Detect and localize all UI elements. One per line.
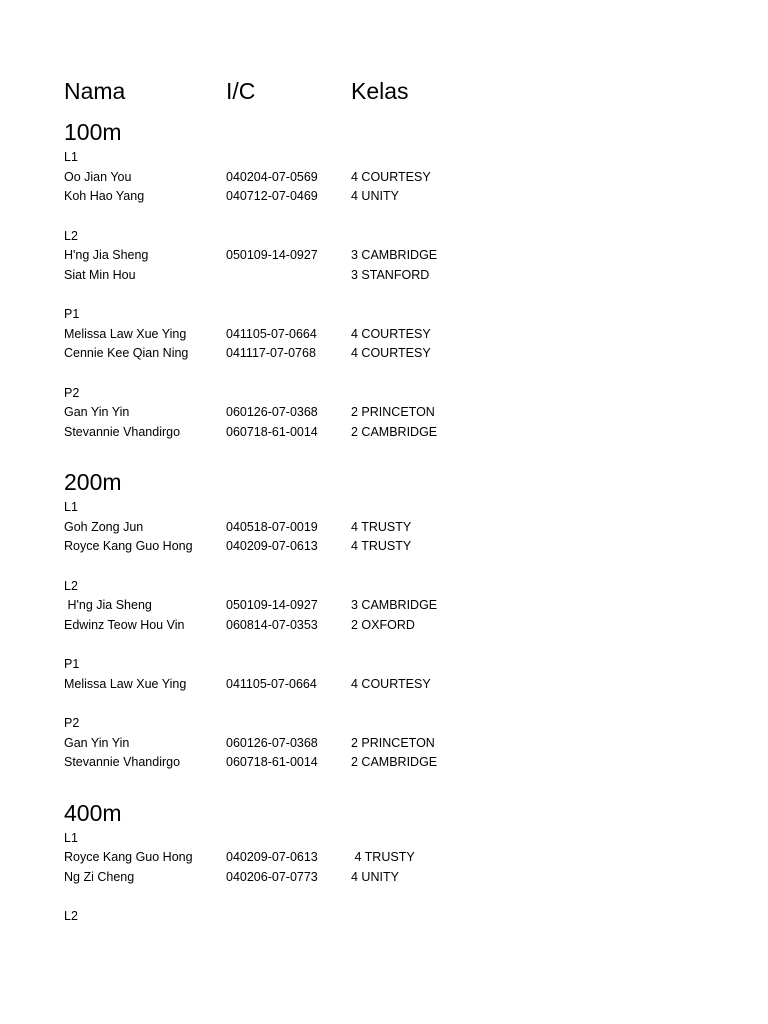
participant-ic: 060126-07-0368: [226, 735, 318, 750]
name-column-header: Nama: [64, 78, 126, 104]
participant-row: [64, 753, 704, 773]
participant-name: Goh Zong Jun: [64, 519, 144, 534]
document-page: [64, 78, 704, 947]
participant-class: 4 COURTESY: [351, 326, 431, 341]
participant-name: Ng Zi Cheng: [64, 869, 135, 884]
class-column-header: Kelas: [351, 78, 409, 104]
participant-ic: 040204-07-0569: [226, 169, 318, 184]
participant-class: 4 TRUSTY: [351, 519, 412, 534]
participant-class: 2 PRINCETON: [351, 735, 435, 750]
category-label: L2: [64, 909, 78, 923]
participant-ic: 041117-07-0768: [226, 346, 316, 360]
ic-column-header: I/C: [226, 78, 256, 104]
participant-row: [64, 537, 704, 557]
participant-class: 4 UNITY: [351, 869, 399, 884]
participant-name: Oo Jian You: [64, 169, 132, 184]
event-section: [64, 797, 704, 927]
category-group: [64, 655, 704, 694]
participant-row: [64, 246, 704, 266]
event-section: [64, 466, 704, 773]
participant-ic: 060126-07-0368: [226, 405, 318, 419]
category-group: [64, 907, 704, 927]
participant-name: Stevannie Vhandirgo: [64, 755, 181, 769]
participant-name: Royce Kang Guo Hong: [64, 850, 193, 864]
participant-name: Gan Yin Yin: [64, 735, 130, 750]
participant-name: Royce Kang Guo Hong: [64, 539, 193, 553]
participant-name: Melissa Law Xue Ying: [64, 676, 187, 691]
participant-ic: 060718-61-0014: [226, 755, 318, 769]
participant-ic: 040518-07-0019: [226, 519, 318, 534]
participant-class: 2 CAMBRIDGE: [351, 755, 438, 769]
participant-ic: 040712-07-0469: [226, 189, 318, 203]
category-group: [64, 714, 704, 773]
participant-row: [64, 848, 704, 868]
participant-ic: 050109-14-0927: [226, 598, 318, 612]
participant-ic: 060718-61-0014: [226, 424, 318, 439]
participant-ic: 050109-14-0927: [226, 248, 318, 262]
participant-class: 2 PRINCETON: [351, 405, 435, 419]
category-label: L1: [64, 830, 78, 845]
participant-row: [64, 403, 704, 423]
participant-class: 4 UNITY: [351, 189, 399, 203]
participant-name: Edwinz Teow Hou Vin: [64, 617, 185, 632]
participant-name: Siat Min Hou: [64, 267, 136, 282]
event-title: 100m: [64, 119, 122, 145]
participant-name: Melissa Law Xue Ying: [64, 326, 187, 341]
category-group: [64, 498, 704, 557]
category-label: P2: [64, 385, 80, 400]
participant-row: [64, 423, 704, 443]
category-label: L2: [64, 228, 78, 243]
participant-name: Cennie Kee Qian Ning: [64, 346, 189, 360]
category-group: [64, 227, 704, 286]
participant-row: [64, 734, 704, 754]
participant-class: 4 TRUSTY: [351, 850, 415, 864]
participant-row: [64, 868, 704, 888]
event-title: 200m: [64, 469, 122, 495]
category-label: P1: [64, 657, 80, 671]
participant-row: [64, 187, 704, 207]
participant-row: [64, 325, 704, 345]
event-section: [64, 116, 704, 442]
participant-ic: 041105-07-0664: [226, 326, 317, 341]
participant-name: Koh Hao Yang: [64, 189, 145, 203]
category-label: L2: [64, 578, 78, 593]
participant-class: 3 CAMBRIDGE: [351, 248, 438, 262]
category-label: L1: [64, 500, 78, 514]
participant-ic: 060814-07-0353: [226, 617, 318, 632]
participant-row: [64, 168, 704, 188]
participant-class: 3 CAMBRIDGE: [351, 598, 438, 612]
participant-row: [64, 675, 704, 695]
column-header-row: [64, 78, 704, 110]
participant-class: 4 COURTESY: [351, 169, 431, 184]
category-label: P2: [64, 716, 80, 730]
participant-ic: 040209-07-0613: [226, 850, 318, 864]
participant-row: [64, 266, 704, 286]
participant-class: 2 OXFORD: [351, 617, 415, 632]
participant-class: 4 COURTESY: [351, 346, 431, 360]
participant-class: 4 COURTESY: [351, 676, 431, 691]
participant-row: [64, 344, 704, 364]
participant-class: 4 TRUSTY: [351, 539, 412, 553]
participant-ic: 040209-07-0613: [226, 539, 318, 553]
category-group: [64, 577, 704, 636]
participant-class: 2 CAMBRIDGE: [351, 424, 438, 439]
participant-ic: 041105-07-0664: [226, 676, 317, 691]
participant-row: [64, 596, 704, 616]
category-group: [64, 384, 704, 443]
participant-ic: 040206-07-0773: [226, 869, 318, 884]
participant-class: 3 STANFORD: [351, 267, 430, 282]
participant-name: H'ng Jia Sheng: [64, 598, 152, 612]
event-title: 400m: [64, 799, 122, 826]
participant-row: [64, 616, 704, 636]
events-list: [64, 116, 704, 927]
category-group: [64, 148, 704, 207]
participant-name: H'ng Jia Sheng: [64, 248, 149, 262]
participant-name: Gan Yin Yin: [64, 405, 130, 419]
participant-row: [64, 518, 704, 538]
participant-name: Stevannie Vhandirgo: [64, 424, 181, 439]
category-label: P1: [64, 307, 80, 321]
category-group: [64, 305, 704, 364]
category-label: L1: [64, 150, 78, 164]
category-group: [64, 829, 704, 888]
